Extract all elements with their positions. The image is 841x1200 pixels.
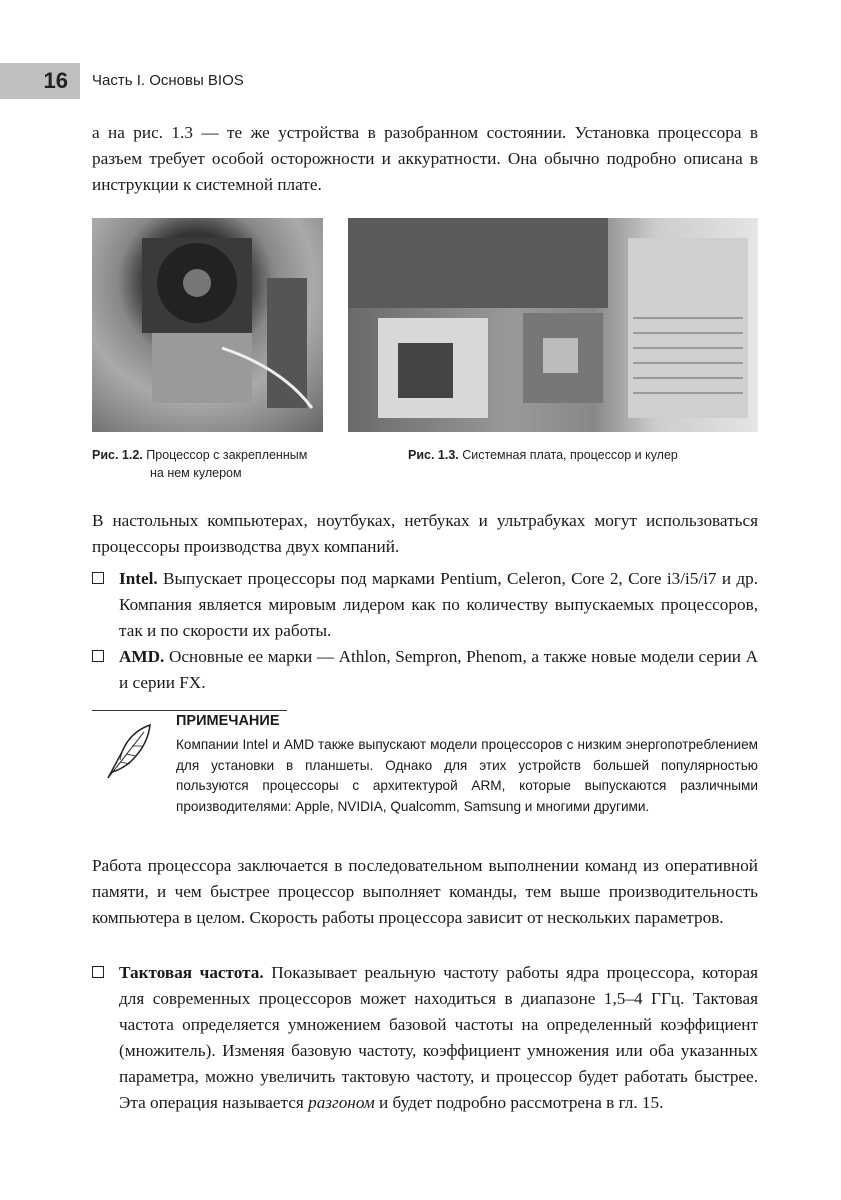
checkbox-bullet-icon [92, 966, 104, 978]
feather-icon [100, 722, 155, 782]
figure-caption-line2: на нем кулером [150, 466, 242, 480]
page-number: 16 [0, 63, 80, 99]
motherboard-cpu-cooler-image [348, 218, 758, 432]
checkbox-bullet-icon [92, 650, 104, 662]
list-term: Intel. [119, 569, 158, 588]
cpu-cooler-image [92, 218, 323, 432]
processor-work-paragraph: Работа процессора заключается в последовательном выполнении команд из оперативной памяти, и чем быстрее процессор выполняет команды, тем выше производительность компьютера в целом. Скорость работы процессора зависит от нескольких параметров. [92, 856, 758, 927]
list-term: AMD. [119, 647, 165, 666]
figure-1-3-caption [408, 446, 678, 464]
list-text: Показывает реальную частоту работы ядра процессора, которая для современных процессоров может находиться в диапазоне 1,5–4 ГГц. Тактовая частота определяется умножением базовой частоты на определенный коэффициент (множитель). Изменяя базовую частоту, коэффициент умножения или оба указанных параметра, можно увеличить тактовую частоту, и процессор будет работать быстрее. Эта операция называется [119, 963, 758, 1112]
checkbox-bullet-icon [92, 572, 104, 584]
manufacturers-paragraph: В настольных компьютерах, ноутбуках, нетбуках и ультрабуках могут использоваться процессоры производства двух компаний. [92, 511, 758, 556]
list-text-end: и будет подробно рассмотрена в гл. 15. [379, 1093, 664, 1112]
running-title: Часть I. Основы BIOS [92, 72, 244, 89]
list-item-amd [92, 644, 758, 696]
list-item-intel [92, 566, 758, 644]
list-term: Тактовая частота. [119, 963, 264, 982]
note-text: Компании Intel и AMD также выпускают модели процессоров с низким энергопотреблением для установки в планшеты. Однако для этих устройств большей популярностью пользуются процессоры с архитектурой ARM, которые выпускаются различными производителями: Apple, NVIDIA, Qualcomm, Samsung и многими другими. [176, 737, 758, 814]
emphasized-term: разгоном [308, 1093, 375, 1112]
figure-label: Рис. 1.2. [92, 448, 143, 462]
list-text: Выпускает процессоры под марками Pentium, Celeron, Core 2, Core i3/i5/i7 и др. Компания является мировым лидером как по количеству выпускаемых процессоров, так и по скорости их работы. [119, 569, 758, 640]
figure-1-2-caption [92, 446, 307, 482]
intro-paragraph: а на рис. 1.3 — те же устройства в разобранном состоянии. Установка процессора в разъем требует особой осторожности и аккуратности. Она обычно подробно описана в инструкции к системной плате. [92, 123, 758, 194]
figure-1-3-photo [348, 218, 758, 432]
list-text: Основные ее марки — Athlon, Sempron, Phenom, а также новые модели серии A и серии FX. [119, 647, 759, 692]
note-title: ПРИМЕЧАНИЕ [176, 713, 280, 729]
figure-caption: Процессор с закрепленным [146, 448, 308, 462]
figure-label: Рис. 1.3. [408, 448, 459, 462]
list-item-clock-speed [92, 960, 758, 1116]
figure-caption: Системная плата, процессор и кулер [462, 448, 678, 462]
figure-1-2-photo [92, 218, 323, 432]
